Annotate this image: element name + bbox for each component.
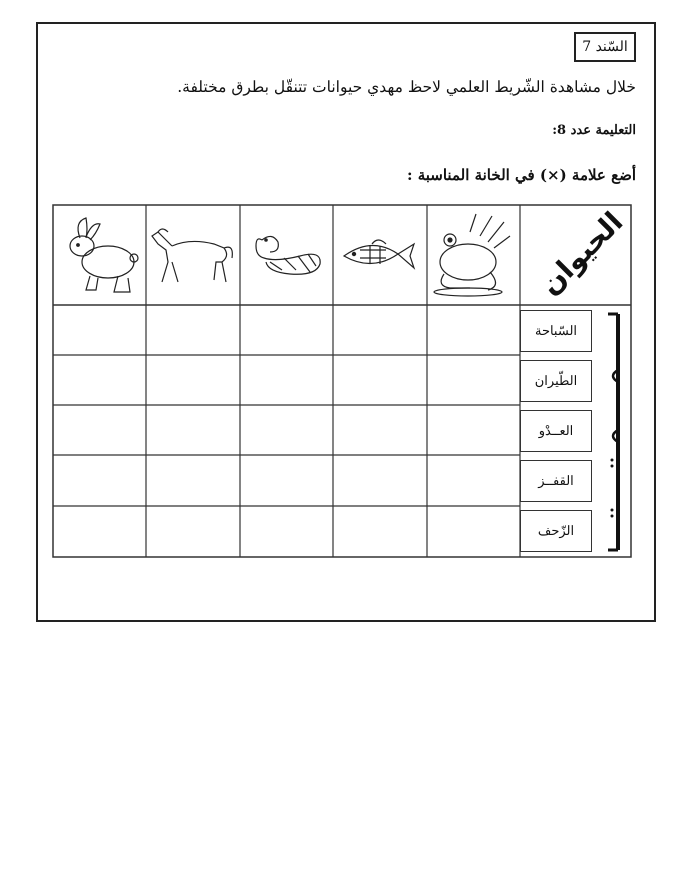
task-text: أضع علامة (×) في الخانة المناسبة :	[406, 166, 636, 184]
movement-label-running: العــدْو	[520, 410, 592, 452]
movement-label-swimming: السّباحة	[520, 310, 592, 352]
instruction-number: التعليمة عدد 8:	[552, 123, 636, 138]
fish-icon	[344, 240, 414, 268]
movement-label-jumping: القفــز	[520, 460, 592, 502]
movement-side-bracket	[594, 310, 634, 555]
snake-icon	[256, 236, 320, 274]
document-label: السّند 7	[574, 32, 636, 62]
frog-icon	[434, 214, 510, 296]
intro-text: خلال مشاهدة الشّريط العلمي لاحظ مهدي حيوانات تتنقّل بطرق مختلفة.	[177, 78, 636, 96]
movement-label-crawling: الزّحف	[520, 510, 592, 552]
rabbit-icon	[70, 218, 138, 292]
movement-label-flying: الطّيران	[520, 360, 592, 402]
horse-icon	[152, 229, 232, 282]
animal-column-header: الحيوان	[532, 204, 630, 302]
